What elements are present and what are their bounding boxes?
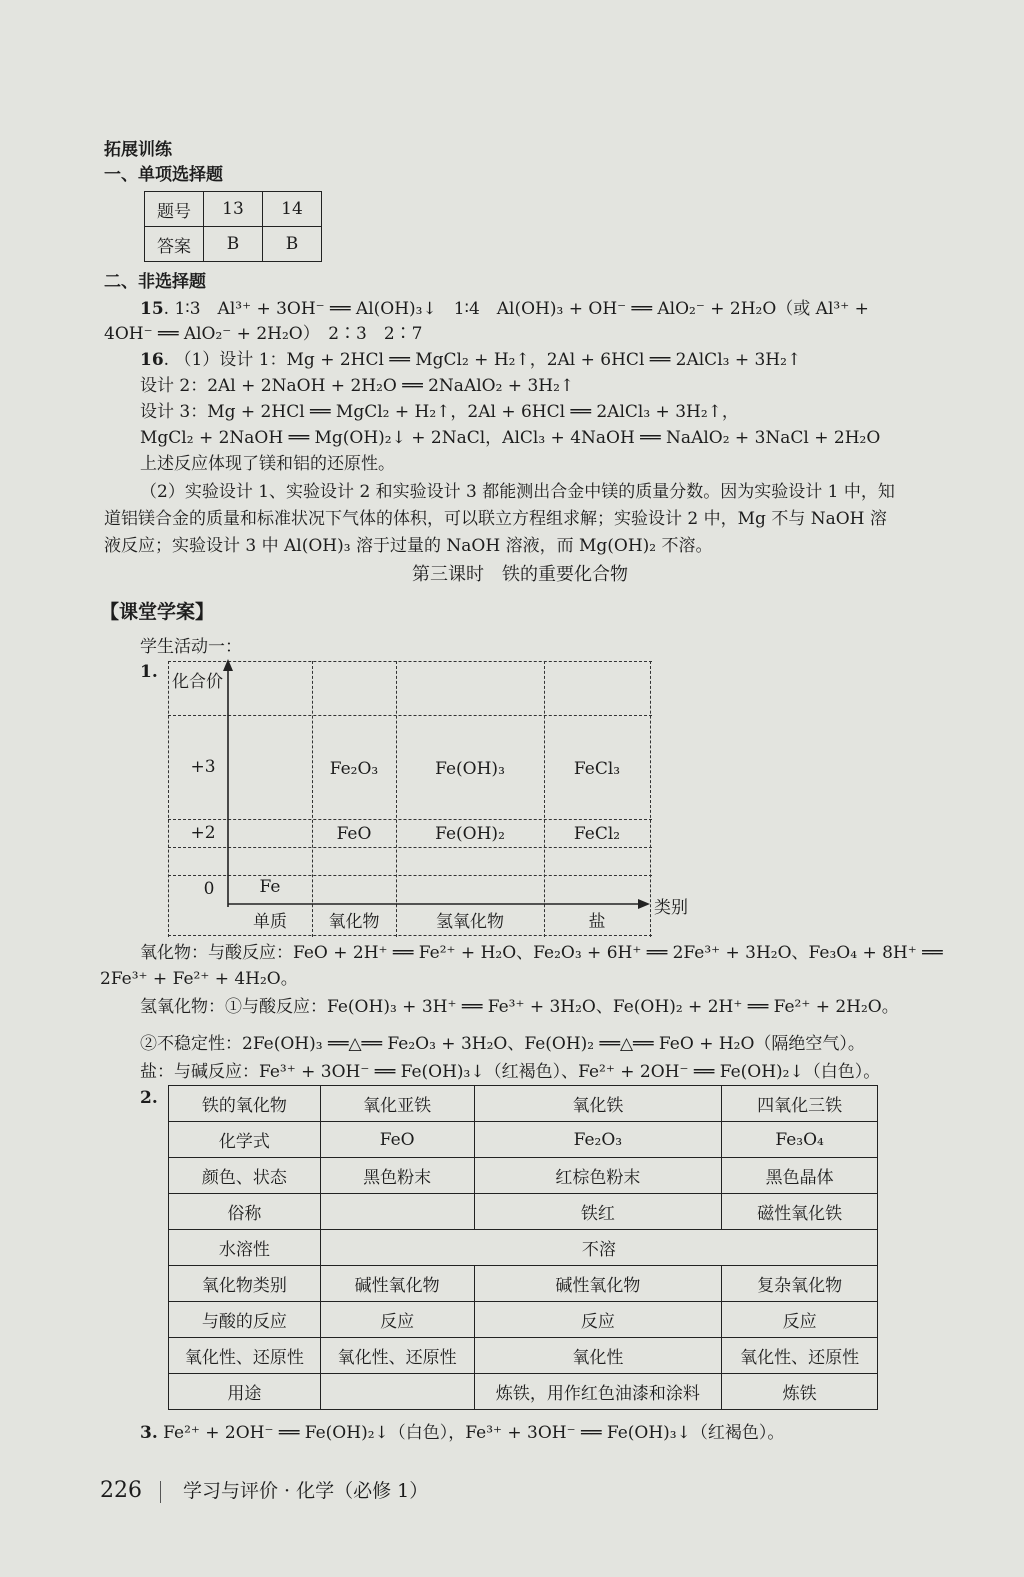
book-title: 学习与评价 · 化学（必修 1） [183,1480,429,1502]
table-cell: 颜色、状态 [169,1158,321,1194]
lesson-title: 第三课时 铁的重要化合物 [412,564,628,585]
chart-cell: Fe(OH)₂ [435,824,505,844]
chart-cell: Fe [259,877,281,897]
answer-table-number: 14 [263,192,322,227]
table-cell: 氧化性、还原性 [320,1338,474,1374]
q15-dot: . [163,299,175,319]
table-cell: 黑色晶体 [722,1158,878,1194]
table-cell: 红棕色粉末 [474,1158,722,1194]
valence-axes [168,655,668,945]
table-cell: 反应 [474,1302,722,1338]
table-cell: 用途 [169,1374,321,1410]
table-cell: 氧化性、还原性 [722,1338,878,1374]
table-cell: 不溶 [320,1230,877,1266]
answer-table-number: 13 [204,192,263,227]
table-cell: 氧化物类别 [169,1266,321,1302]
answer-table-header-label: 题号 [145,192,204,227]
answer-table-row [145,192,322,227]
table-cell: 反应 [722,1302,878,1338]
valence-label: +2 [190,823,216,843]
q16-line8: 液反应；实验设计 3 中 Al(OH)₃ 溶于过量的 NaOH 溶液，而 Mg(OH)₂ 不溶。 [104,536,713,556]
table-cell: 氧化性 [474,1338,722,1374]
q15-line2: 4OH⁻ ══ AlO₂⁻ + 2H₂O） 2∶3 2∶7 [104,324,423,344]
q15-number: 15 [140,299,164,319]
category-label: 氢氧化物 [436,912,504,932]
answer-table-answer-label: 答案 [145,227,204,262]
table-cell: 炼铁 [722,1374,878,1410]
q16-line6: （2）实验设计 1、实验设计 2 和实验设计 3 都能测出合金中镁的质量分数。因为实验设计 1 中，知 [140,482,895,502]
y-axis-label: 化合价 [172,672,223,692]
chart-cell: FeCl₂ [573,824,621,844]
answer-table-answer: B [204,227,263,262]
table-row [169,1266,878,1302]
table-cell: 复杂氧化物 [722,1266,878,1302]
table-cell: 炼铁，用作红色油漆和涂料 [474,1374,722,1410]
table-cell: 黑色粉末 [320,1158,474,1194]
q16-text: （1）设计 1：Mg + 2HCl ══ MgCl₂ + H₂↑，2Al + 6HCl ══ 2AlCl₃ + 3H₂↑ [174,350,802,370]
classroom-title: 【课堂学案】 [100,601,215,623]
salt-line: 盐：与碱反应：Fe³⁺ + 3OH⁻ ══ Fe(OH)₃↓（红褐色）、Fe²⁺ + 2OH⁻ ══ Fe(OH)₂↓（白色）。 [140,1062,881,1082]
table-cell: 磁性氧化铁 [722,1194,878,1230]
valence-label: 0 [203,879,215,899]
hydroxide-line1: 氢氧化物：①与酸反应：Fe(OH)₃ + 3H⁺ ══ Fe³⁺ + 3H₂O、Fe(OH)₂ + 2H⁺ ══ Fe²⁺ + 2H₂O。 [140,997,899,1017]
activity1-label: 学生活动一： [140,637,242,657]
table-cell: 铁红 [474,1194,722,1230]
table-cell: 碱性氧化物 [474,1266,722,1302]
table-header-cell: 四氧化三铁 [722,1086,878,1122]
table-cell: 俗称 [169,1194,321,1230]
q16-line5: 上述反应体现了镁和铝的还原性。 [140,454,395,474]
page-number: 226 [100,1478,142,1503]
table-header-cell: 氧化亚铁 [320,1086,474,1122]
table-cell: FeO [320,1122,474,1158]
table-cell: 水溶性 [169,1230,321,1266]
q16-line7: 道铝镁合金的质量和标准状况下气体的体积，可以联立方程组求解；实验设计 2 中，Mg 不与 NaOH 溶 [104,509,887,529]
q16-number: 16 [140,350,164,370]
q15-line1 [140,297,869,321]
table-cell: 碱性氧化物 [320,1266,474,1302]
footer-divider [160,1481,161,1503]
part2-title: 二、非选择题 [104,272,206,292]
oxide-line1: 氧化物：与酸反应：FeO + 2H⁺ ══ Fe²⁺ + H₂O、Fe₂O₃ + 6H⁺ ══ 2Fe³⁺ + 3H₂O、Fe₃O₄ + 8H⁺ ══ [140,943,943,963]
table-row [169,1338,878,1374]
chart-cell: Fe(OH)₃ [435,759,505,779]
table-cell [320,1374,474,1410]
item2-number: 2. [140,1088,158,1108]
table-cell: 与酸的反应 [169,1302,321,1338]
table-row [169,1086,878,1122]
table-row [169,1194,878,1230]
table-row [169,1158,878,1194]
table-header-cell: 氧化铁 [474,1086,722,1122]
table-row [169,1302,878,1338]
q16-line1 [140,348,801,372]
q16-dot: . [163,350,175,370]
x-axis-label: 类别 [654,898,688,918]
valence-label: +3 [190,757,216,777]
q16-line2: 设计 2：2Al + 2NaOH + 2H₂O ══ 2NaAlO₂ + 3H₂↑ [140,376,575,396]
q16-line3: 设计 3：Mg + 2HCl ══ MgCl₂ + H₂↑，2Al + 6HCl ══ 2AlCl₃ + 3H₂↑， [140,402,739,422]
table-row [169,1122,878,1158]
answer-table-row [145,227,322,262]
category-label: 盐 [588,912,606,932]
table-cell: 氧化性、还原性 [169,1338,321,1374]
item1-number: 1. [140,662,158,682]
iron-oxide-table [168,1085,878,1410]
table-cell: 反应 [320,1302,474,1338]
table-cell [320,1194,474,1230]
y-axis-arrow [223,659,233,671]
footer [100,1476,428,1503]
q16-line4: MgCl₂ + 2NaOH ══ Mg(OH)₂↓ + 2NaCl，AlCl₃ + 4NaOH ══ NaAlO₂ + 3NaCl + 2H₂O [140,428,881,448]
q15-text: 1∶3 Al³⁺ + 3OH⁻ ══ Al(OH)₃↓ 1∶4 Al(OH)₃ + OH⁻ ══ AlO₂⁻ + 2H₂O（或 Al³⁺ + [174,299,869,319]
answer-table-answer: B [263,227,322,262]
section-title: 拓展训练 [104,140,172,160]
answer-table [144,191,322,262]
item3-line [140,1421,784,1445]
category-label: 单质 [253,912,287,932]
table-cell: Fe₂O₃ [474,1122,722,1158]
category-label: 氧化物 [328,912,380,932]
chart-cell: FeO [336,824,372,844]
item3-text: Fe²⁺ + 2OH⁻ ══ Fe(OH)₂↓（白色），Fe³⁺ + 3OH⁻ ══ Fe(OH)₃↓（红褐色）。 [163,1423,785,1443]
table-cell: Fe₃O₄ [722,1122,878,1158]
item3-number: 3. [140,1423,158,1443]
hydroxide-line2: ②不稳定性：2Fe(OH)₃ ══△══ Fe₂O₃ + 3H₂O、Fe(OH)₂ ══△══ FeO + H₂O（隔绝空气）。 [140,1034,865,1054]
chart-cell: FeCl₃ [573,759,621,779]
table-cell: 化学式 [169,1122,321,1158]
table-header-cell: 铁的氧化物 [169,1086,321,1122]
chart-cell: Fe₂O₃ [329,759,379,779]
table-row [169,1374,878,1410]
part1-title: 一、单项选择题 [104,165,223,185]
oxide-line2: 2Fe³⁺ + Fe²⁺ + 4H₂O。 [100,969,298,989]
valence-chart [168,661,688,937]
table-row [169,1230,878,1266]
